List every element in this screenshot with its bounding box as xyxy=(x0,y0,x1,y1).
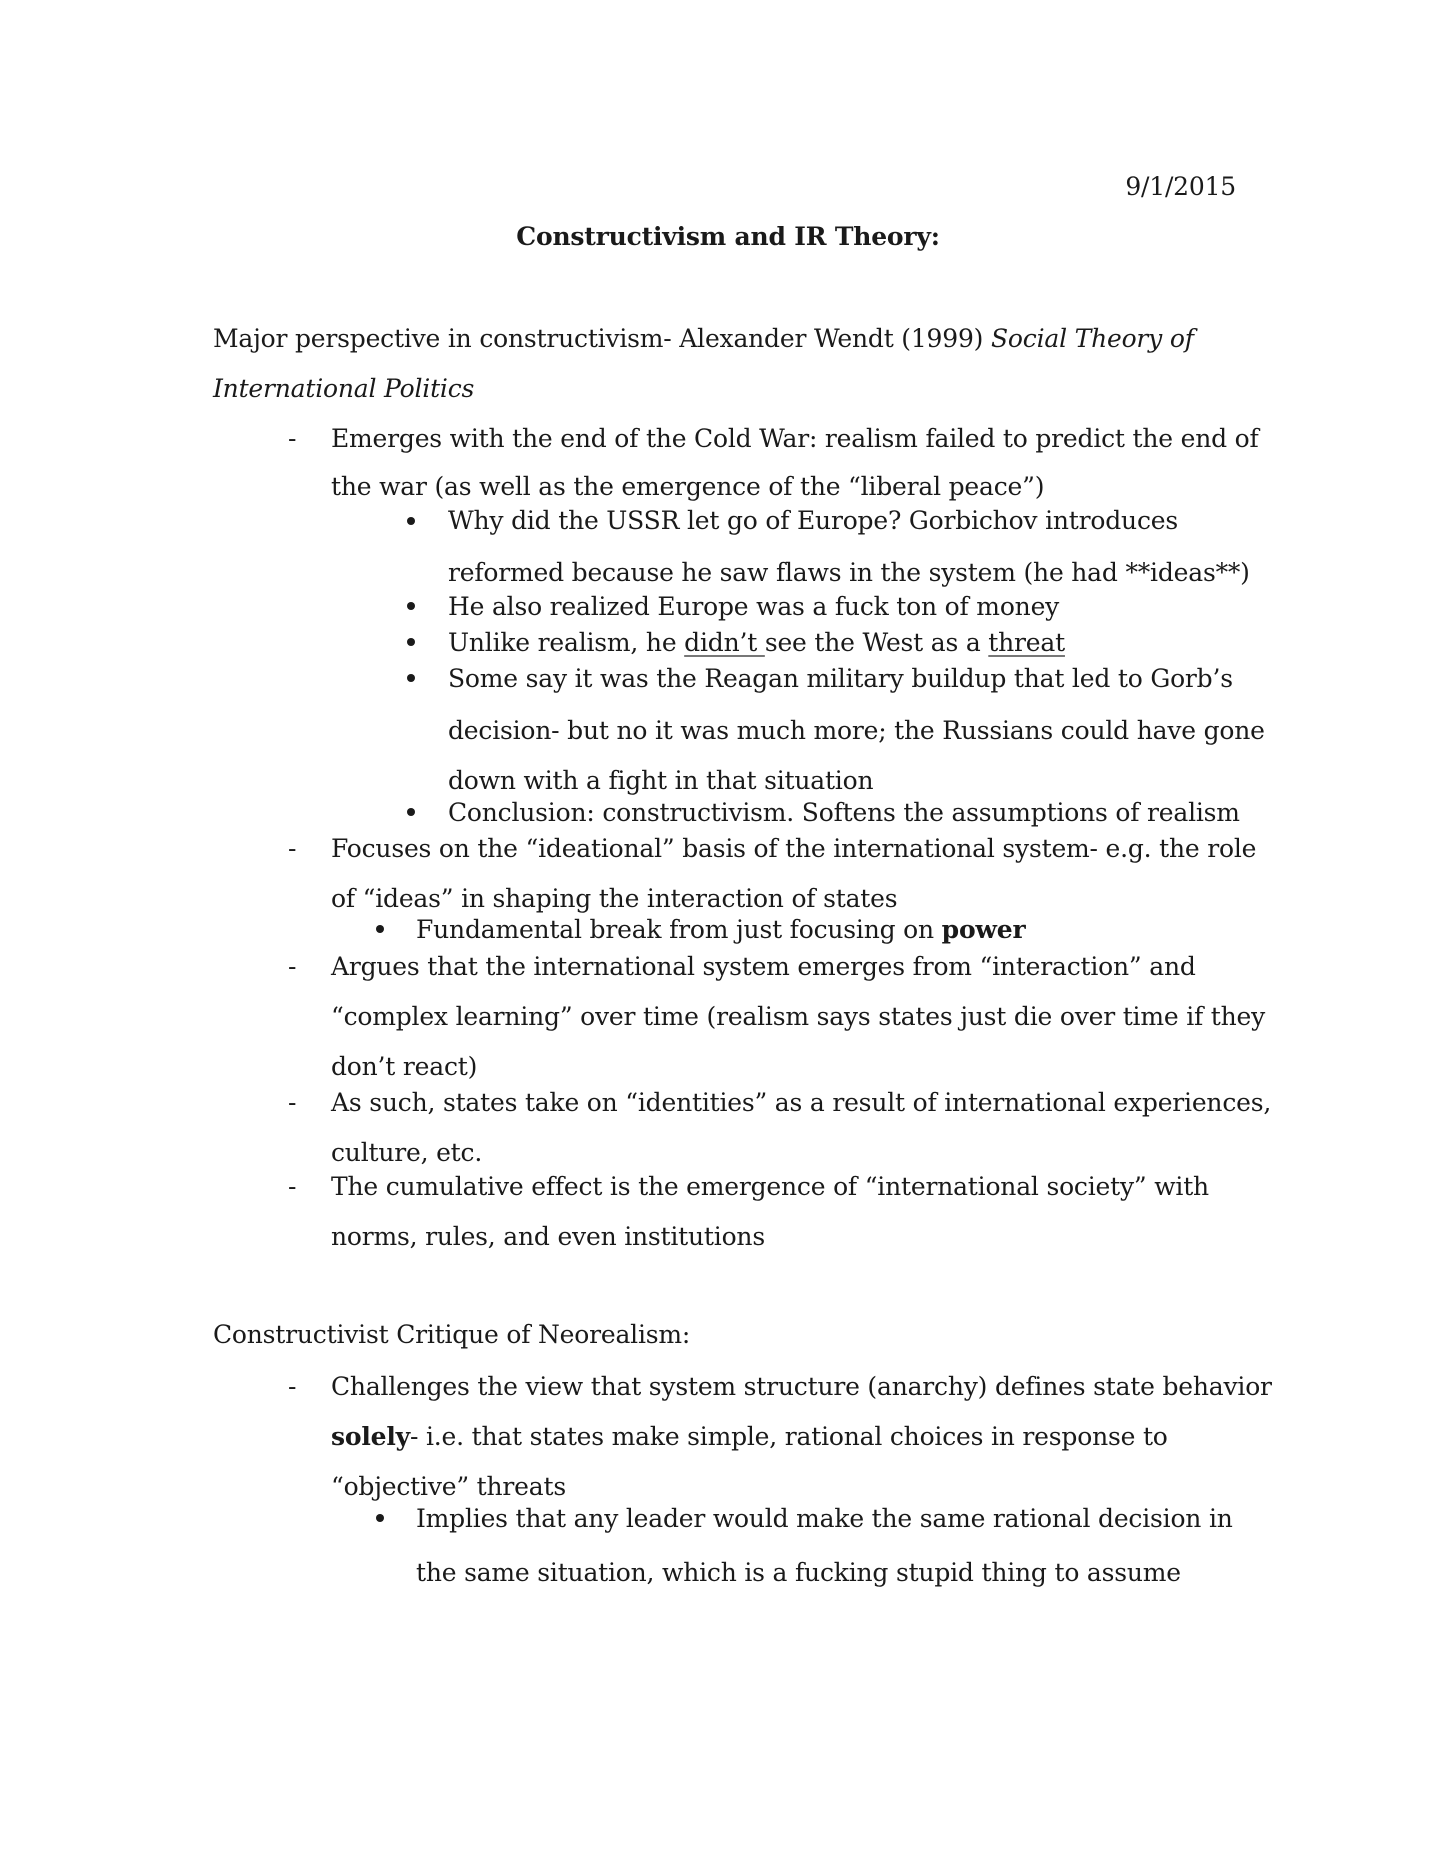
s2-bullet1-line1: Implies that any leader would make the same rational decision in xyxy=(416,1504,1233,1533)
bold-power: power xyxy=(941,915,1026,944)
book-title-part-2: International Politics xyxy=(213,374,475,403)
section2-heading: Constructivist Critique of Neorealism: xyxy=(213,1320,691,1349)
bullet-marker xyxy=(407,638,415,646)
dash-marker: - xyxy=(288,1372,297,1401)
dash-marker: - xyxy=(288,834,297,863)
s2-dash1-line1: Challenges the view that system structure (anarchy) defines state behavior xyxy=(331,1372,1272,1401)
s1-bullet4-line3: down with a fight in that situation xyxy=(448,766,874,795)
s2-bullet1-line2: the same situation, which is a fucking stupid thing to assume xyxy=(416,1558,1181,1587)
s2-dash1-line3: “objective” threats xyxy=(331,1472,566,1501)
s1-dash4-line1: As such, states take on “identities” as a result of international experiences, xyxy=(331,1088,1272,1117)
s1-dash2-line2: of “ideas” in shaping the interaction of states xyxy=(331,884,898,913)
dash-marker: - xyxy=(288,1172,297,1201)
s1-dash1-line2: the war (as well as the emergence of the “liberal peace”) xyxy=(331,472,1045,501)
s1-dash2-line1: Focuses on the “ideational” basis of the international system- e.g. the role xyxy=(331,834,1257,863)
dash-marker: - xyxy=(288,952,297,981)
s1-dash3-line3: don’t react) xyxy=(331,1052,478,1081)
bullet-marker xyxy=(376,925,384,933)
s1-bullet4-line1: Some say it was the Reagan military buildup that led to Gorb’s xyxy=(448,664,1233,693)
s1-dash3-line1: Argues that the international system emerges from “interaction” and xyxy=(331,952,1196,981)
s1-dash5-line2: norms, rules, and even institutions xyxy=(331,1222,765,1251)
document-date: 9/1/2015 xyxy=(1125,172,1236,201)
s1-bullet1-line1: Why did the USSR let go of Europe? Gorbichov introduces xyxy=(448,506,1178,535)
s1-bullet1-line2: reformed because he saw flaws in the system (he had **ideas**) xyxy=(448,558,1250,587)
s1-dash1-line1: Emerges with the end of the Cold War: realism failed to predict the end of xyxy=(331,424,1259,453)
s1-dash4-line2: culture, etc. xyxy=(331,1138,483,1167)
s1-dash3-line2: “complex learning” over time (realism says states just die over time if they xyxy=(331,1002,1266,1031)
s1-bullet2: He also realized Europe was a fuck ton of money xyxy=(448,592,1060,621)
s2-dash1-line2: solely- i.e. that states make simple, rational choices in response to xyxy=(331,1422,1168,1451)
s1-dash5-line1: The cumulative effect is the emergence of “international society” with xyxy=(331,1172,1209,1201)
underlined-didnt: didn’t xyxy=(684,628,765,657)
bullet-marker xyxy=(407,674,415,682)
underlined-threat: threat xyxy=(988,628,1065,657)
s1-bullet6: Fundamental break from just focusing on power xyxy=(416,915,1026,944)
s1-bullet5: Conclusion: constructivism. Softens the assumptions of realism xyxy=(448,798,1240,827)
intro-line-1: Major perspective in constructivism- Alexander Wendt (1999) Social Theory of xyxy=(213,324,1194,353)
s1-bullet3: Unlike realism, he didn’t see the West as a threat xyxy=(448,628,1065,657)
bullet-marker xyxy=(407,602,415,610)
bullet-marker xyxy=(376,1514,384,1522)
bullet-marker xyxy=(407,808,415,816)
s1-bullet4-line2: decision- but no it was much more; the Russians could have gone xyxy=(448,716,1265,745)
document-title: Constructivism and IR Theory: xyxy=(516,222,940,251)
bold-solely: solely xyxy=(331,1422,410,1451)
bullet-marker xyxy=(407,517,415,525)
dash-marker: - xyxy=(288,424,297,453)
book-title-part-1: Social Theory of xyxy=(990,324,1194,353)
dash-marker: - xyxy=(288,1088,297,1117)
intro-line-2 xyxy=(213,374,474,404)
